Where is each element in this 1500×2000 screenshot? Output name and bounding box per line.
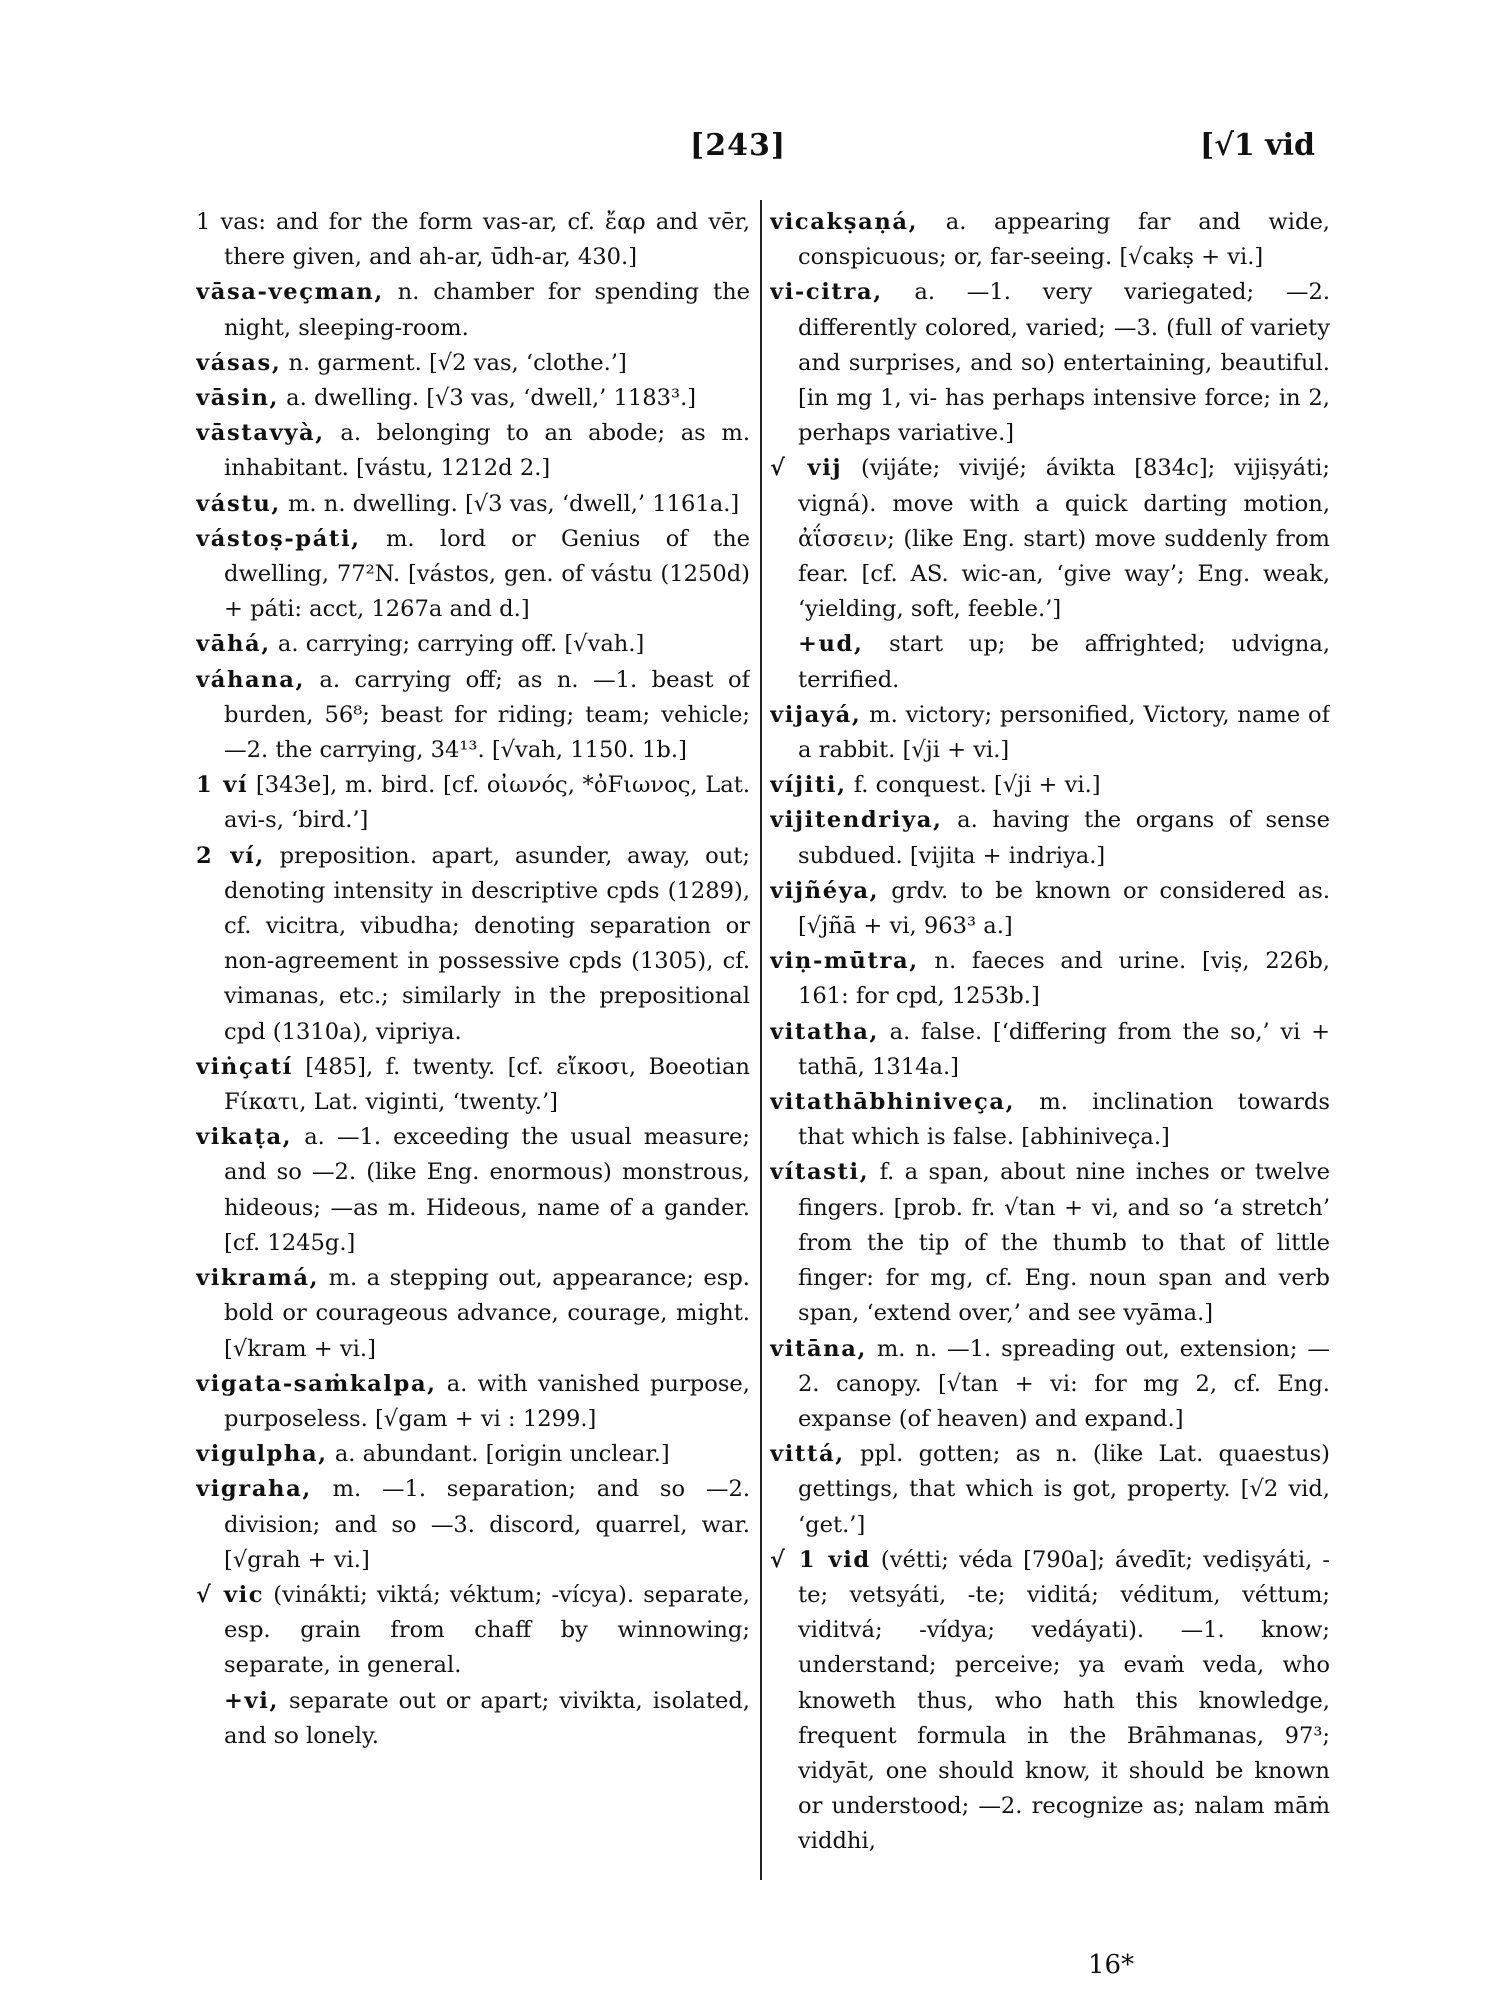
entry-text: m. inclination towards that which is false. [abhiniveça.]: [798, 1089, 1330, 1151]
headword: +vi,: [224, 1687, 279, 1714]
entry-text: (vinákti; viktá; véktum; -vícya). separate, esp. grain from chaff by winnowing; separate, in general.: [224, 1581, 750, 1679]
headword: viṅçatí: [196, 1053, 293, 1080]
entry-text: preposition. apart, asunder, away, out; denoting intensity in descriptive cpds (1289), cf. vicitra, vibudha; denoting separation or non-agreement in possessive cpds (1305), cf. vimanas, etc.; similarly in the prepositional cpd (1310a), vipriya.: [224, 842, 750, 1045]
sub-entry: [770, 627, 1330, 697]
entry-text: a. having the organs of sense subdued. [vijita + indriya.]: [798, 807, 1330, 869]
dictionary-entry: [196, 1437, 750, 1472]
dictionary-entry: [770, 1015, 1330, 1085]
dictionary-entry: [770, 874, 1330, 944]
entry-text: n. chamber for spending the night, sleeping-room.: [224, 279, 750, 341]
dictionary-entry: [196, 1050, 750, 1120]
signature-mark: 16*: [1088, 1950, 1135, 1980]
headword: vikaṭa,: [196, 1124, 293, 1151]
dictionary-entry: [770, 1543, 1330, 1860]
headword: √ vij: [770, 455, 843, 482]
entry-text: a. —1. exceeding the usual measure; and so —2. (like Eng. enormous) monstrous, hideous; —as m. Hideous, name of a gander. [cf. 1245g.]: [224, 1124, 750, 1256]
entry-text: separate out or apart; vivikta, isolated, and so lonely.: [224, 1687, 750, 1749]
entry-text: m. n. dwelling. [√3 vas, ‘dwell,’ 1161a.]: [280, 490, 740, 517]
entry-text: m. victory; personified, Victory, name of a rabbit. [√ji + vi.]: [798, 701, 1330, 764]
headword: vitathābhiniveça,: [770, 1089, 1016, 1116]
headword: vástoṣ-páti,: [196, 525, 361, 552]
entry-text: a. dwelling. [√3 vas, ‘dwell,’ 1183³.]: [278, 385, 697, 412]
entry-text: grdv. to be known or considered as. [√jñā + vi, 963³ a.]: [798, 877, 1330, 940]
dictionary-entry: [770, 1085, 1330, 1155]
headword: víjiti,: [770, 772, 847, 799]
dictionary-entry: [196, 1261, 750, 1367]
headword: vicakṣaṇá,: [770, 209, 919, 235]
headword: 2 ví,: [196, 842, 265, 869]
dictionary-entry: [770, 1437, 1330, 1543]
headword: vitāna,: [770, 1335, 867, 1362]
headword: vi-citra,: [770, 279, 883, 306]
headword: vigulpha,: [196, 1441, 328, 1468]
dictionary-entry: [770, 1332, 1330, 1438]
entry-text: 1 vas: and for the form vas-ar, cf. ἔαρ and vēr, there given, and ah-ar, ūdh-ar, 430.]: [196, 209, 750, 271]
page-number: [243]: [690, 128, 787, 163]
headword: vijitendriya,: [770, 807, 943, 834]
dictionary-entry: [770, 698, 1330, 768]
entry-text: a. with vanished purpose, purposeless. [√gam + vi : 1299.]: [224, 1370, 750, 1432]
entry-text: m. —1. separation; and so —2. division; and so —3. discord, quarrel, war. [√grah + vi.]: [224, 1476, 750, 1573]
entry-text: (vijáte; vivijé; ávikta [834c]; vijiṣyáti; vigná). move with a quick darting motion, ἀΐσσειν; (like Eng. start) move suddenly from fear. [cf. AS. wic-an, ‘give way’; Eng. weak, ‘yielding, soft, feeble.’]: [798, 455, 1330, 623]
entry-text: n. garment. [√2 vas, ‘clothe.’]: [281, 349, 627, 376]
entry-text: (vétti; véda [790a]; ávedīt; vediṣyáti, -te; vetsyáti, -te; viditá; véditum, véttum; viditvá; -vídya; vedáyati). —1. know; understand; perceive; ya evaṁ veda, who knoweth thus, who hath this knowledge, frequent formula in the Brāhmanas, 97³; vidyāt, one should know, it should be known or understood; —2. recognize as; nalam māṁ viddhi,: [798, 1546, 1330, 1855]
entry-text: f. a span, about nine inches or twelve fingers. [prob. fr. √tan + vi, and so ‘a stretch’ from the tip of the thumb to that of little finger: for mg, cf. Eng. noun span and verb span, ‘extend over,’ and see vyāma.]: [798, 1159, 1330, 1327]
headword: viṇ-mūtra,: [770, 948, 919, 975]
headword: vitatha,: [770, 1018, 879, 1045]
entry-text: a. —1. very variegated; —2. differently colored, varied; —3. (full of variety and surprises, and so) entertaining, beautiful. [in mg 1, vi- has perhaps intensive force; in 2, perhaps variative.]: [798, 279, 1330, 447]
entry-text: m. a stepping out, appearance; esp. bold or courageous advance, courage, might. [√kram + vi.]: [224, 1265, 750, 1362]
headword: 1 ví: [196, 772, 249, 799]
headword: vítasti,: [770, 1159, 870, 1186]
entry-text: start up; be affrighted; udvigna, terrified.: [798, 631, 1330, 693]
headword: vigata-saṁkalpa,: [196, 1370, 437, 1397]
entry-text: a. abundant. [origin unclear.]: [327, 1441, 670, 1468]
headword: vásas,: [196, 349, 282, 376]
headword: +ud,: [798, 631, 864, 658]
dictionary-entry: [196, 839, 750, 1050]
headword: vāsin,: [196, 385, 279, 412]
dictionary-entry: [770, 451, 1330, 627]
dictionary-entry: [196, 663, 750, 769]
dictionary-entry: [196, 275, 750, 345]
dictionary-entry: [196, 1578, 750, 1684]
headword: vigraha,: [196, 1476, 312, 1503]
headword: vástu,: [196, 490, 281, 517]
column-divider: [760, 200, 762, 1880]
entry-text: ppl. gotten; as n. (like Lat. quaestus) gettings, that which is got, property. [√2 vid, ‘get.’]: [798, 1441, 1330, 1538]
entry-text: a. false. [‘differing from the so,’ vi + tathā, 1314a.]: [798, 1018, 1330, 1080]
dictionary-entry: [770, 768, 1330, 803]
dictionary-entry: [770, 1155, 1330, 1331]
entry-text: m. n. —1. spreading out, extension; —2. canopy. [√tan + vi: for mg 2, cf. Eng. expanse (of heaven) and expand.]: [798, 1335, 1330, 1432]
headword: vijñéya,: [770, 877, 880, 904]
entry-text: a. belonging to an abode; as m. inhabitant. [vástu, 1212d 2.]: [224, 420, 750, 482]
dictionary-entry: [196, 1472, 750, 1578]
headword: vāsa-veçman,: [196, 279, 384, 306]
entry-text: a. carrying; carrying off. [√vah.]: [270, 631, 645, 658]
dictionary-entry: [770, 944, 1330, 1014]
headword: vāstavyà,: [196, 420, 325, 447]
entry-text: m. lord or Genius of the dwelling, 77²N. [vástos, gen. of vástu (1250d) + páti: acct, 1267a and d.]: [224, 525, 750, 623]
dictionary-entry: [196, 627, 750, 662]
dictionary-entry: [196, 381, 750, 416]
dictionary-entry: [196, 346, 750, 381]
headword: vittá,: [770, 1441, 845, 1468]
headword: √ vic: [196, 1581, 265, 1608]
headword: váhana,: [196, 666, 305, 693]
dictionary-entry: [196, 205, 750, 275]
headword: vikramá,: [196, 1265, 320, 1292]
entry-text: [343e], m. bird. [cf. οἰωνός, *ὀFιωνος, Lat. avi-s, ‘bird.’]: [224, 772, 750, 834]
dictionary-entry: [196, 768, 750, 838]
dictionary-entry: [196, 487, 750, 522]
running-head: [√1 vid: [1200, 128, 1316, 163]
left-column: [196, 205, 750, 1925]
headword: √ 1 vid: [770, 1546, 871, 1573]
entry-text: a. appearing far and wide, conspicuous; or, far-seeing. [√cakṣ + vi.]: [798, 209, 1330, 271]
dictionary-entry: [770, 803, 1330, 873]
entry-text: n. faeces and urine. [viṣ, 226b, 161: for cpd, 1253b.]: [798, 948, 1330, 1010]
entry-text: f. conquest. [√ji + vi.]: [846, 772, 1101, 799]
sub-entry: [196, 1684, 750, 1754]
dictionary-entry: [196, 1120, 750, 1261]
dictionary-entry: [770, 275, 1330, 451]
right-column: [770, 205, 1330, 1925]
headword: vijayá,: [770, 701, 862, 728]
dictionary-entry: [770, 205, 1330, 275]
entry-text: [485], f. twenty. [cf. εἴκοσι, Boeotian Fίκατι, Lat. viginti, ‘twenty.’]: [224, 1053, 750, 1116]
dictionary-entry: [196, 416, 750, 486]
headword: vāhá,: [196, 631, 271, 658]
dictionary-entry: [196, 522, 750, 628]
entry-text: a. carrying off; as n. —1. beast of burden, 56⁸; beast for riding; team; vehicle; —2. the carrying, 34¹³. [√vah, 1150. 1b.]: [224, 666, 750, 764]
dictionary-entry: [196, 1367, 750, 1437]
